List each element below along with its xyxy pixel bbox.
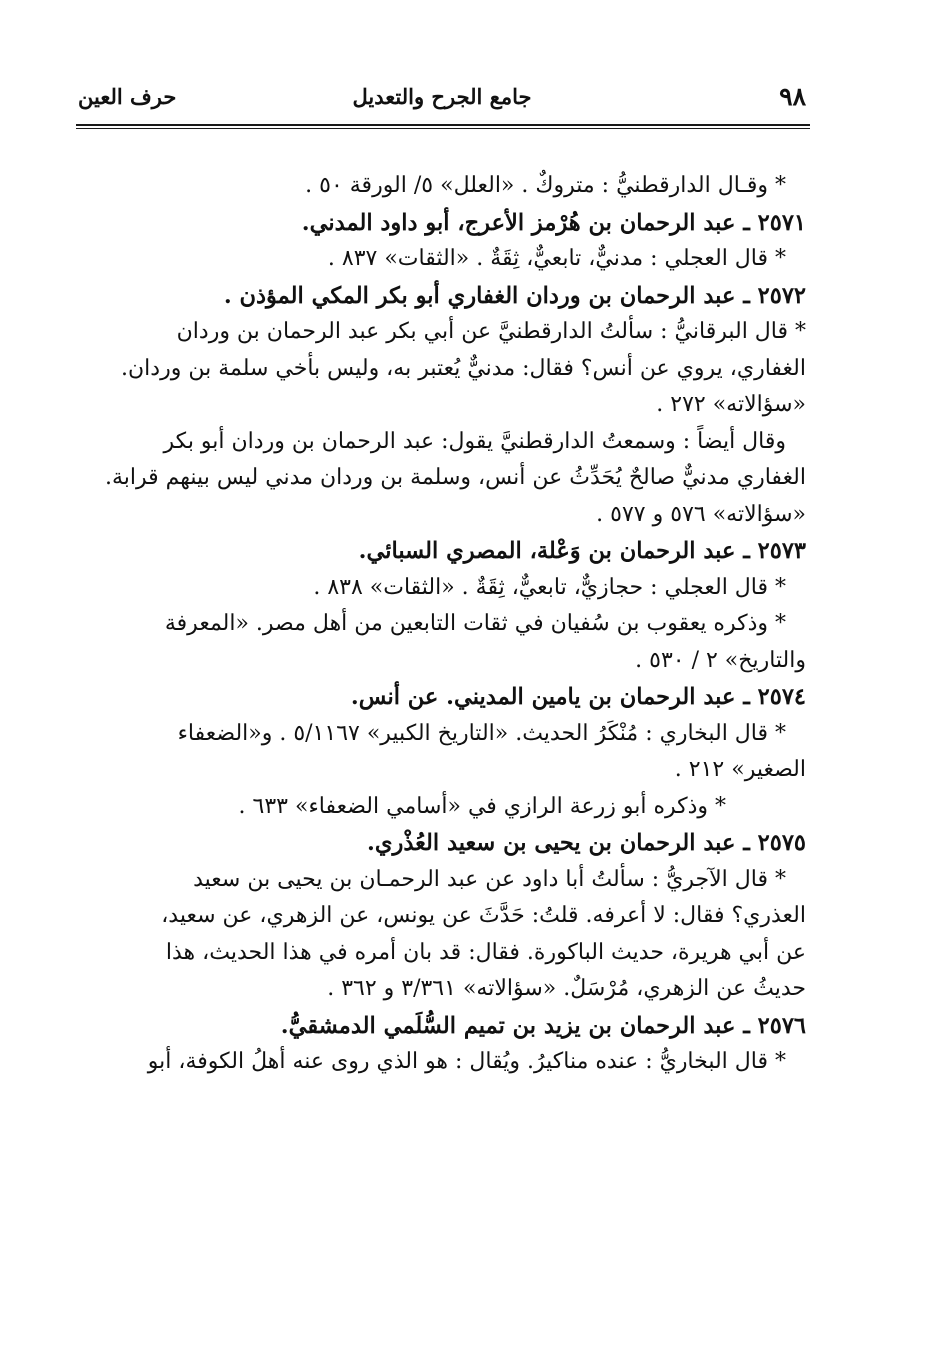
text-line: العذري؟ فقال: لا أعرفه. قلتُ: حَدَّثَ عن يونس، عن الزهري، عن سعيد، xyxy=(161,903,806,928)
entry-heading: ٢٥٧١ ـ عبد الرحمان بن هُرْمز الأعرج، أبو داود المدني. xyxy=(301,209,806,236)
text-line: وقال أيضاً : وسمعتُ الدارقطنيَّ يقول: عبد الرحمان بن وردان أبو بكر xyxy=(163,428,786,454)
text-line: * قال الآجريُّ : سألتُ أبا داود عن عبد الرحمـان بن يحيى بن سعيد xyxy=(193,866,786,892)
text-line: * وقـال الدارقطنيُّ : متروكٌ . «العلل» ٥/ الورقة ٥٠ . xyxy=(305,173,786,198)
text-line: * قال البخاري : مُنْكَرُ الحديث. «التاريخ الكبير» ٥/١١٦٧ . و«الضعفاء xyxy=(177,720,786,746)
entry-heading: ٢٥٧٤ ـ عبد الرحمان بن يامين المديني. عن أنس. xyxy=(350,684,806,710)
entry-heading: ٢٥٧٣ ـ عبد الرحمان بن وَعْلة، المصري السبائي. xyxy=(358,538,806,564)
text-line: حديثُ عن الزهري، مُرْسَلٌ. «سؤالاته» ٣/٣٦١ و ٣٦٢ . xyxy=(327,976,806,1001)
text-line: والتاريخ» ٢ / ٥٣٠ . xyxy=(635,647,806,673)
book-title: جامع الجرح والتعديل xyxy=(352,84,532,109)
entry-heading: ٢٥٧٦ ـ عبد الرحمان بن يزيد بن تميم السُّلَمي الدمشقيُّ. xyxy=(280,1012,806,1039)
entry-heading: ٢٥٧٥ ـ عبد الرحمان بن يحيى بن سعيد العُذْري. xyxy=(367,830,806,856)
text-line: * وذكره أبو زرعة الرازي في «أسامي الضعفاء» ٦٣٣ . xyxy=(238,793,726,819)
header-rule xyxy=(76,124,810,129)
page-header xyxy=(78,82,806,118)
text-line: * وذكره يعقوب بن سُفيان في ثقات التابعين من أهل مصر. «المعرفة xyxy=(164,611,786,636)
text-line: * قال البرقانيُّ : سألتُ الدارقطنيَّ عن أبي بكر عبد الرحمان بن وردان xyxy=(176,319,806,344)
text-line: «سؤالاته» ٥٧٦ و ٥٧٧ . xyxy=(596,501,806,527)
section-title: حرف العين xyxy=(78,84,177,109)
text-line: * قال العجلي : حجازيٌّ، تابعيٌّ، ثِقَةٌ . «الثقات» ٨٣٨ . xyxy=(313,574,786,600)
text-line: الغفاري مدنيٌّ صالحٌ يُحَدِّثُ عن أنس، وسلمة بن وردان مدني ليس بينهم قرابة. xyxy=(104,465,806,490)
text-line: الغفاري، يروي عن أنس؟ فقال: مدنيٌّ يُعتبر به، وليس بأخي سلمة بن وردان. xyxy=(121,355,806,381)
page-body xyxy=(78,168,806,1081)
text-line: «سؤالاته» ٢٧٢ . xyxy=(656,392,806,417)
text-line: * قال البخاريُّ : عنده مناكيرُ. ويُقال : هو الذي روى عنه أهلُ الكوفة، أبو xyxy=(147,1049,786,1074)
text-line: عن أبي هريرة، حديث الباكورة. فقال: قد بان أمره في هذا الحديث، هذا xyxy=(165,939,806,965)
text-line: الصغير» ٢١٢ . xyxy=(674,757,806,782)
page-number: ٩٨ xyxy=(779,82,806,111)
text-line: * قال العجلي : مدنيٌّ، تابعيٌّ، ثِقَةٌ . «الثقات» ٨٣٧ . xyxy=(327,246,786,271)
entry-heading: ٢٥٧٢ ـ عبد الرحمان بن وردان الغفاري أبو بكر المكي المؤذن . xyxy=(223,282,806,309)
